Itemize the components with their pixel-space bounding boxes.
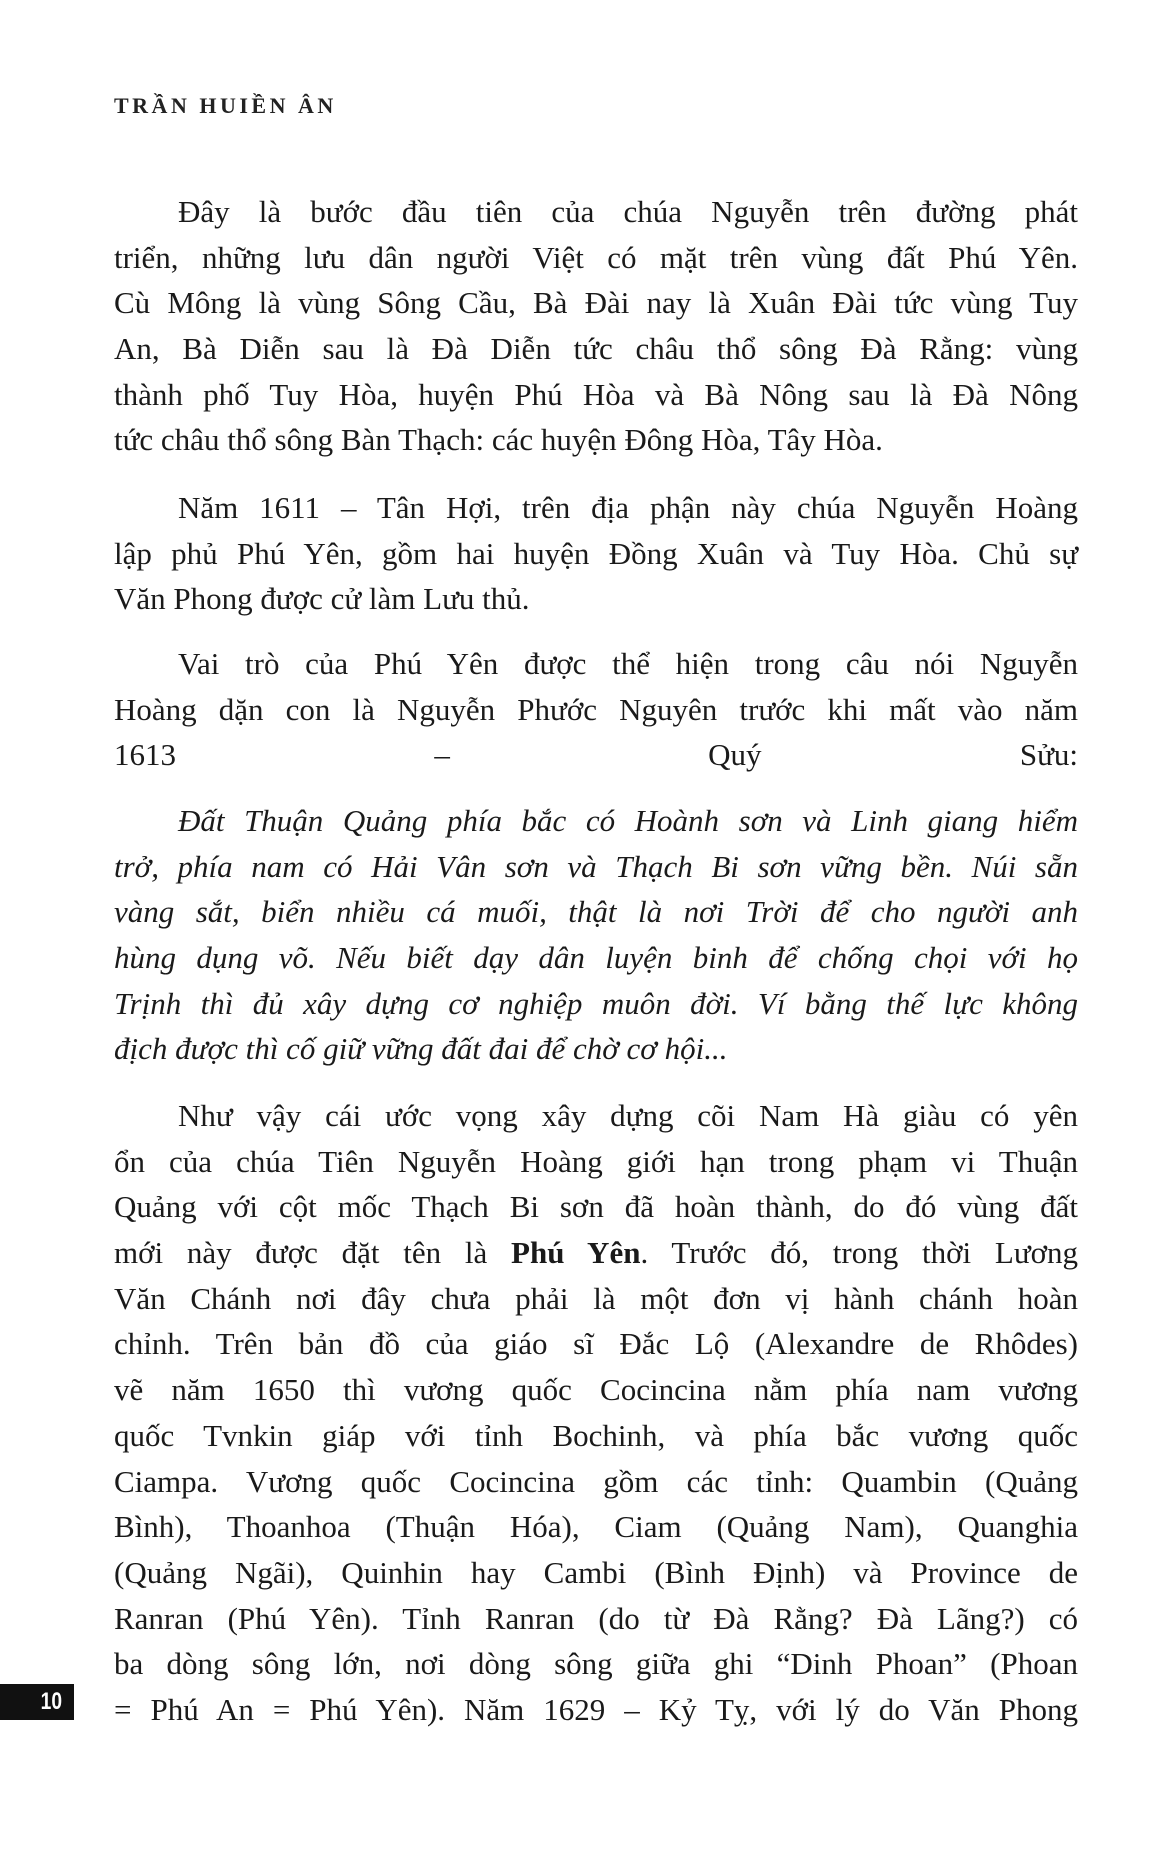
text-line: Bình), Thoanhoa (Thuận Hóa), Ciam (Quảng Nam), Quanghia bbox=[114, 1509, 1078, 1545]
paragraph bbox=[114, 641, 1078, 778]
text-line: Đất Thuận Quảng phía bắc có Hoành sơn và Linh giang hiểm bbox=[178, 803, 1078, 838]
text-line: Quảng với cột mốc Thạch Bi sơn đã hoàn thành, do đó vùng đất bbox=[114, 1189, 1078, 1225]
text-line: Ciampa. Vương quốc Cocincina gồm các tỉnh: Quambin (Quảng bbox=[114, 1463, 1078, 1499]
text-line: ổn của chúa Tiên Nguyễn Hoàng giới hạn trong phạm vi Thuận bbox=[114, 1143, 1078, 1179]
text-line: địch được thì cố giữ vững đất đai để chờ cơ hội... bbox=[114, 1031, 728, 1067]
text-line: Năm 1611 – Tân Hợi, trên địa phận này chúa Nguyễn Hoàng bbox=[178, 490, 1078, 525]
text-line: vàng sắt, biển nhiều cá muối, thật là nơi Trời để cho người anh bbox=[114, 894, 1078, 930]
page-number: 10 bbox=[40, 1688, 63, 1715]
text-segment: mới này được đặt tên là bbox=[114, 1235, 512, 1271]
quotation-paragraph bbox=[114, 798, 1078, 1072]
paragraph bbox=[114, 189, 1078, 463]
text-line: (Quảng Ngãi), Quinhin hay Cambi (Bình Định) và Province de bbox=[114, 1554, 1078, 1590]
text-segment: . Trước đó, trong thời Lương bbox=[640, 1235, 1079, 1271]
text-line: triển, những lưu dân người Việt có mặt trên vùng đất Phú Yên. bbox=[114, 239, 1078, 275]
text-line: An, Bà Diễn sau là Đà Diễn tức châu thổ sông Đà Rằng: vùng bbox=[114, 331, 1078, 367]
text-line: lập phủ Phú Yên, gồm hai huyện Đồng Xuân và Tuy Hòa. Chủ sự bbox=[114, 535, 1078, 571]
text-line: tức châu thổ sông Bàn Thạch: các huyện Đông Hòa, Tây Hòa. bbox=[114, 422, 883, 458]
text-line: chỉnh. Trên bản đồ của giáo sĩ Đắc Lộ (Alexandre de Rhôdes) bbox=[114, 1326, 1078, 1362]
text-line: quốc Tvnkin giáp với tỉnh Bochinh, và phía bắc vương quốc bbox=[114, 1417, 1078, 1453]
text-line: thành phố Tuy Hòa, huyện Phú Hòa và Bà Nông sau là Đà Nông bbox=[114, 376, 1078, 412]
text-line: 1613 – Quý Sửu: bbox=[114, 737, 1078, 773]
text-line: vẽ năm 1650 thì vương quốc Cocincina nằm phía nam vương bbox=[114, 1372, 1078, 1408]
text-line: Vai trò của Phú Yên được thể hiện trong câu nói Nguyễn bbox=[178, 646, 1078, 681]
text-line: Hoàng dặn con là Nguyễn Phước Nguyên trước khi mất vào năm bbox=[114, 691, 1078, 727]
text-line: Ranran (Phú Yên). Tỉnh Ranran (do từ Đà Rằng? Đà Lãng?) có bbox=[114, 1600, 1078, 1636]
paragraph bbox=[114, 1093, 1078, 1733]
text-line: = Phú An = Phú Yên). Năm 1629 – Kỷ Tỵ, với lý do Văn Phong bbox=[114, 1691, 1078, 1727]
text-line: Văn Chánh nơi đây chưa phải là một đơn vị hành chánh hoàn bbox=[114, 1280, 1078, 1316]
text-line: Trịnh thì đủ xây dựng cơ nghiệp muôn đời. Ví bằng thế lực không bbox=[114, 985, 1078, 1021]
text-line: Như vậy cái ước vọng xây dựng cõi Nam Hà giàu có yên bbox=[178, 1098, 1078, 1133]
text-line: ba dòng sông lớn, nơi dòng sông giữa ghi “Dinh Phoan” (Phoan bbox=[114, 1646, 1078, 1682]
text-line: Văn Phong được cử làm Lưu thủ. bbox=[114, 581, 530, 617]
text-line: Cù Mông là vùng Sông Cầu, Bà Đài nay là Xuân Đài tức vùng Tuy bbox=[114, 285, 1078, 321]
bold-term: Phú Yên bbox=[511, 1235, 641, 1271]
text-line: hùng dụng võ. Nếu biết dạy dân luyện binh để chống chọi với họ bbox=[114, 940, 1078, 976]
text-line: trở, phía nam có Hải Vân sơn và Thạch Bi sơn vững bền. Núi sẵn bbox=[114, 848, 1078, 884]
text-line: Đây là bước đầu tiên của chúa Nguyễn trên đường phát bbox=[178, 194, 1078, 229]
running-header-author: TRẦN HUIỀN ÂN bbox=[114, 93, 337, 118]
page-number-tab bbox=[0, 1684, 74, 1720]
text-line bbox=[114, 1230, 1078, 1276]
paragraph bbox=[114, 485, 1078, 622]
